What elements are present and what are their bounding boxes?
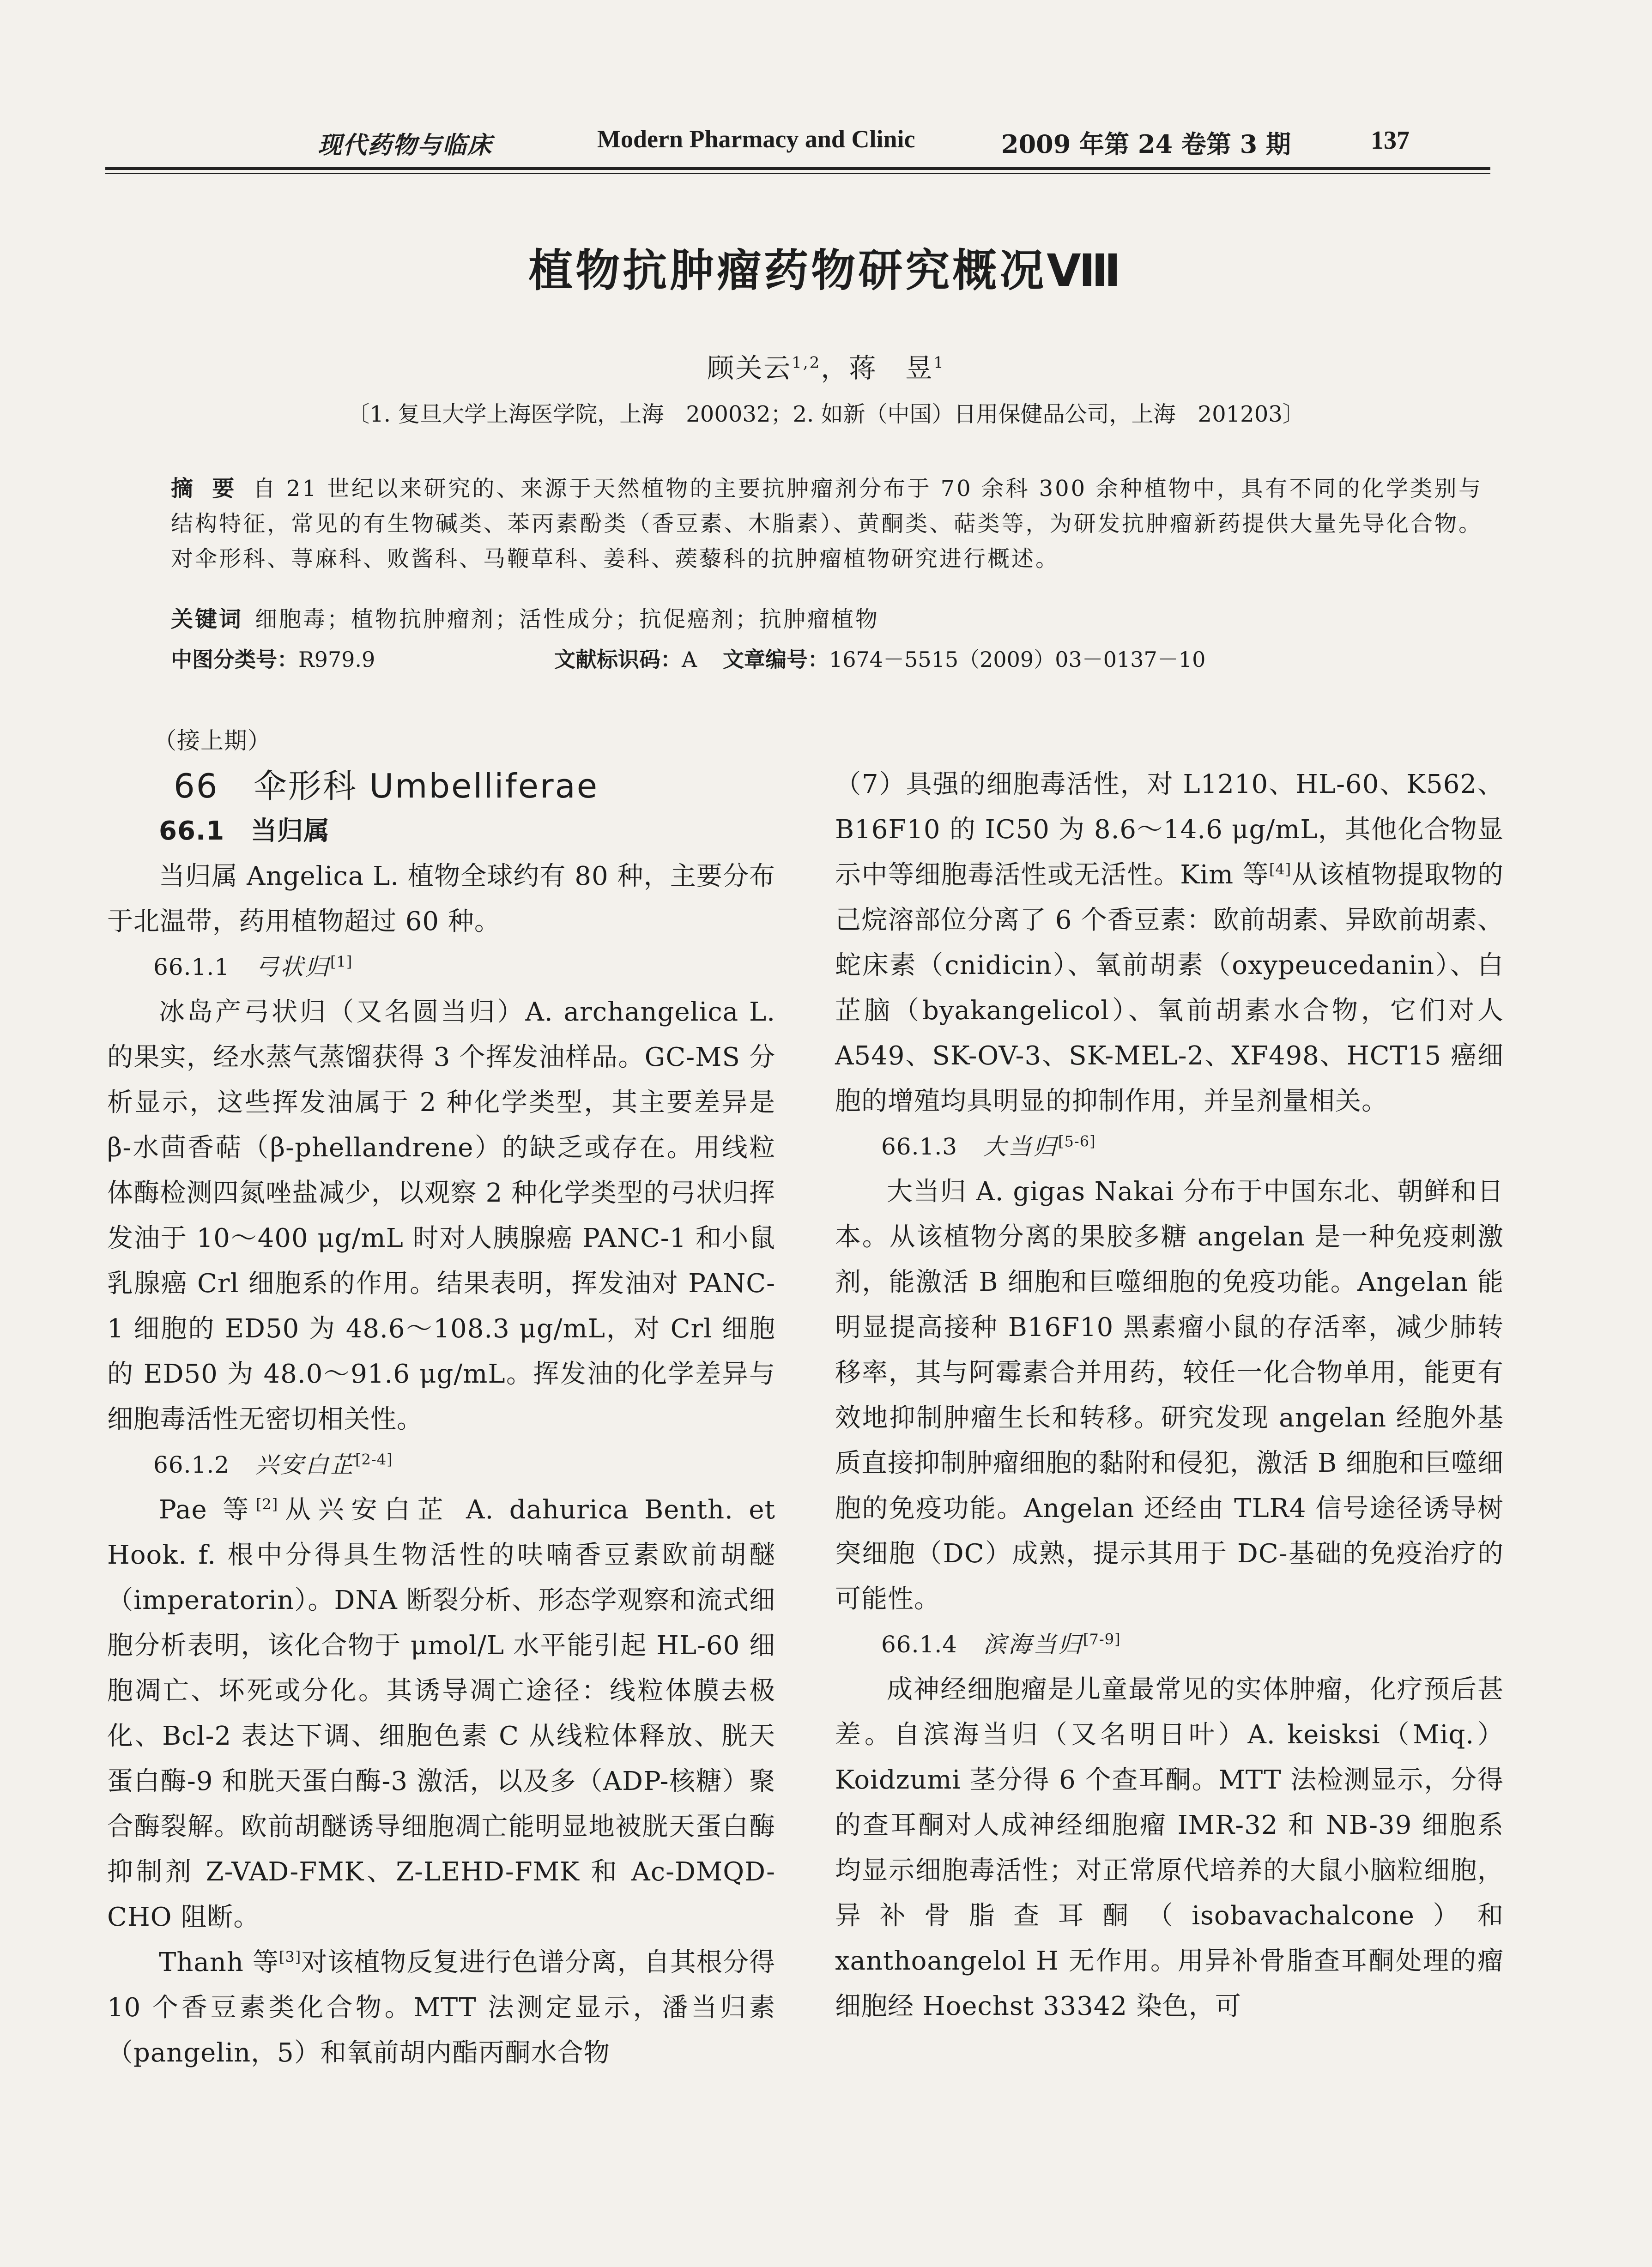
author-1-affil: 1,2 (792, 353, 821, 372)
heading-66-1-3-name: 大当归 (983, 1133, 1059, 1160)
doc-code-label: 文献标识码： (554, 647, 682, 672)
citation: [3] (278, 1948, 302, 1966)
keywords (171, 601, 1483, 633)
paragraph-continued (835, 762, 1504, 1124)
journal-name-en: Modern Pharmacy and Clinic (597, 125, 915, 153)
running-header (105, 121, 1486, 167)
paragraph-66-1-2-b (107, 1940, 775, 2076)
section-heading-66: 66 伞形科 Umbelliferae (174, 767, 599, 805)
clc-label: 中图分类号： (171, 647, 298, 672)
heading-66-1-1 (107, 944, 775, 990)
heading-66-1-3 (835, 1124, 1504, 1169)
paragraph-66-1-4: 成神经细胞瘤是儿童最常见的实体肿瘤，化疗预后甚差。自滨海当归（又名明日叶）A. keisksi（Miq.）Koidzumi 茎分得 6 个查耳酮。MTT 法检测显示，分得的查耳酮对人成神经细胞瘤 IMR-32 和 NB-39 细胞系均显示细胞毒活性；对正常原代培养的大鼠小脑粒细胞，异补骨脂查耳酮（isobavachalcone）和 xanthoangelol H 无作用。用异补骨脂查耳酮处理的瘤细胞经 Hoechst 33342 染色，可 (835, 1675, 1504, 2021)
author-ref: Thanh 等 (159, 1947, 279, 1977)
citation: [1] (330, 953, 353, 971)
article-number-value: 1674－5515（2009）03－0137－10 (829, 647, 1206, 672)
citation: [5-6] (1058, 1132, 1096, 1150)
left-column (107, 718, 775, 2076)
abstract (171, 471, 1483, 576)
citation: [4] (1269, 860, 1292, 878)
author-ref: Pae 等 (159, 1495, 256, 1525)
paragraph-text: （7）具强的细胞毒活性，对 L1210、HL-60、K562、B16F10 的 IC50 为 8.6～14.6 μg/mL，其他化合物显示中等细胞毒活性或无活性。Kim 等 (835, 769, 1504, 890)
abstract-label: 摘 要 (171, 476, 240, 502)
paragraph-66-1-1: 冰岛产弓状归（又名圆当归）A. archangelica L. 的果实，经水蒸气蒸馏获得 3 个挥发油样品。GC-MS 分析显示，这些挥发油属于 2 种化学类型，其主要差异是 β-水茴香萜（β-phellandrene）的缺乏或存在。用线粒体酶检测四氮唑盐减少，以观察 2 种化学类型的弓状归挥发油于 10～400 μg/mL 时对人胰腺癌 PANC-1 和小鼠乳腺癌 Crl 细胞系的作用。结果表明，挥发油对 PANC-1 细胞的 ED50 为 48.6～108.3 μg/mL，对 Crl 细胞的 ED50 为 48.0～91.6 μg/mL。挥发油的化学差异与细胞毒活性无密切相关性。 (107, 997, 775, 1434)
article-number-label: 文章编号： (723, 647, 829, 672)
paragraph-text: 从兴安白芷 A. dahurica Benth. et Hook. f. 根中分得具生物活性的呋喃香豆素欧前胡醚（imperatorin）。DNA 断裂分析、形态学观察和流式细胞分析表明，该化合物于 μmol/L 水平能引起 HL-60 细胞凋亡、坏死或分化。其诱导凋亡途径：线粒体膜去极化、Bcl-2 表达下调、细胞色素 C 从线粒体释放、胱天蛋白酶-9 和胱天蛋白酶-3 激活，以及多（ADP-核糖）聚合酶裂解。欧前胡醚诱导细胞凋亡能明显地被胱天蛋白酶抑制剂 Z-VAD-FMK、Z-LEHD-FMK 和 Ac-DMQD-CHO 阻断。 (107, 1495, 775, 1932)
page-number: 137 (1371, 126, 1410, 155)
paragraph-66-1-2-a (107, 1487, 775, 1940)
heading-66-1-4 (835, 1622, 1504, 1667)
paragraph-text: 从该植物提取物的己烷溶部位分离了 6 个香豆素：欧前胡素、异欧前胡素、蛇床素（cnidicin）、氧前胡素（oxypeucedanin）、白芷脑（byakangelicol）、氧前胡素水合物，它们对人 A549、SK-OV-3、SK-MEL-2、XF498、HCT15 癌细胞的增殖均具明显的抑制作用，并呈剂量相关。 (835, 860, 1504, 1116)
heading-66-1-2-number: 66.1.2 (153, 1451, 230, 1478)
header-rule (105, 167, 1490, 170)
paragraph-text: 对该植物反复进行色谱分离，自其根分得 10 个香豆素类化合物。MTT 法测定显示，潘当归素（pangelin，5）和氧前胡内酯丙酮水合物 (107, 1947, 776, 2068)
heading-66-1-4-name: 滨海当归 (983, 1631, 1083, 1658)
journal-name-cn: 现代药物与临床 (318, 131, 493, 159)
author-line (0, 346, 1652, 385)
author-2: ，蒋 昱 (821, 352, 934, 384)
doc-code-value: A (682, 647, 697, 672)
heading-66-1-2-name: 兴安白芷 (255, 1451, 356, 1478)
citation: [2-4] (355, 1451, 393, 1469)
classification-line (171, 643, 1510, 673)
header-rule-thin (105, 173, 1490, 174)
keywords-label: 关键词 (171, 606, 243, 632)
paragraph-66-1: 当归属 Angelica L. 植物全球约有 80 种，主要分布于北温带，药用植物超过 60 种。 (107, 861, 775, 937)
clc-number (171, 647, 375, 672)
article-title: 植物抗肿瘤药物研究概况Ⅷ (528, 245, 1124, 296)
heading-66-1-3-number: 66.1.3 (881, 1133, 958, 1160)
author-2-affil: 1 (933, 353, 945, 372)
issue-info: 2009 年第 24 卷第 3 期 (1001, 129, 1291, 159)
continued-note: （接上期） (153, 727, 271, 754)
heading-66-1-1-name: 弓状归 (255, 954, 331, 980)
author-1: 顾关云 (707, 352, 792, 384)
abstract-text: 自 21 世纪以来研究的、来源于天然植物的主要抗肿瘤剂分布于 70 余科 300 余种植物中，具有不同的化学类别与结构特征，常见的有生物碱类、苯丙素酚类（香豆素、木脂素）、黄酮类、萜类等，为研发抗肿瘤新药提供大量先导化合物。对伞形科、荨麻科、败酱科、马鞭草科、姜科、蒺藜科的抗肿瘤植物研究进行概述。 (171, 476, 1483, 572)
doc-code (554, 643, 697, 673)
keywords-text: 细胞毒；植物抗肿瘤剂；活性成分；抗促癌剂；抗肿瘤植物 (255, 606, 880, 632)
heading-66-1-1-number: 66.1.1 (153, 954, 230, 980)
article-number (723, 643, 1205, 673)
citation: [2] (255, 1495, 278, 1513)
affiliations: 〔1. 复旦大学上海医学院，上海 200032；2. 如新（中国）日用保健品公司，上海 201203〕 (347, 401, 1305, 427)
clc-value: R979.9 (298, 647, 375, 672)
paragraph-66-1-3: 大当归 A. gigas Nakai 分布于中国东北、朝鲜和日本。从该植物分离的果胶多糖 angelan 是一种免疫刺激剂，能激活 B 细胞和巨噬细胞的免疫功能。Angelan 能明显提高接种 B16F10 黑素瘤小鼠的存活率，减少肺转移率，其与阿霉素合并用药，较任一化合物单用，能更有效地抑制肿瘤生长和转移。研究发现 angelan 经胞外基质直接抑制肿瘤细胞的黏附和侵犯，激活 B 细胞和巨噬细胞的免疫功能。Angelan 还经由 TLR4 信号途径诱导树突细胞（DC）成熟，提示其用于 DC-基础的免疫治疗的可能性。 (835, 1177, 1504, 1614)
citation: [7-9] (1083, 1630, 1121, 1648)
heading-66-1: 66.1 当归属 (159, 816, 330, 846)
right-column (835, 762, 1504, 2029)
heading-66-1-4-number: 66.1.4 (881, 1631, 958, 1658)
heading-66-1-2 (107, 1442, 775, 1487)
